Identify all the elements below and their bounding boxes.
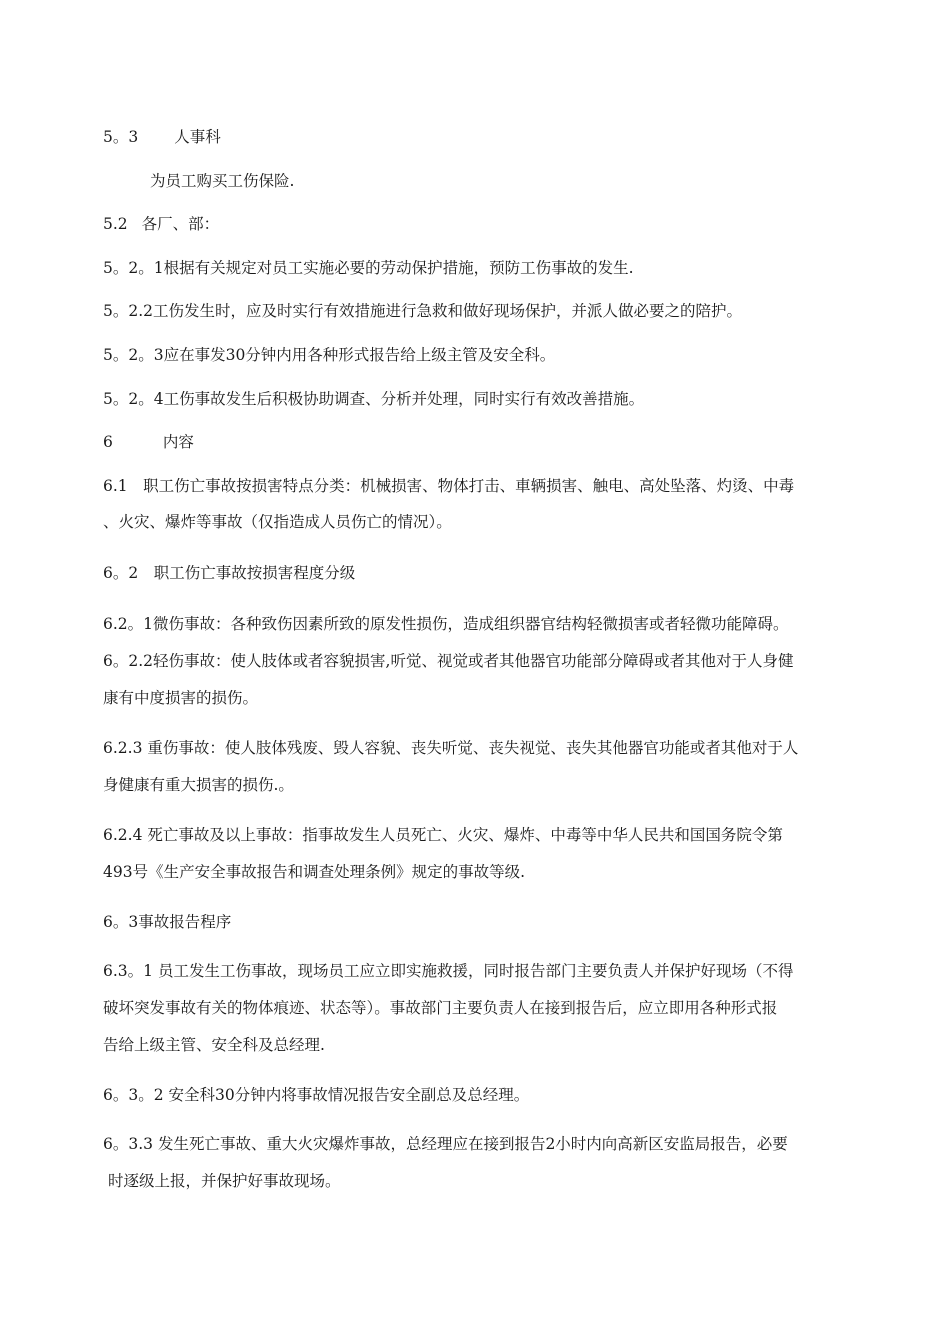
paragraph: 6.2.3 重伤事故：使人肢体残废、毁人容貌、丧失听觉、丧失视觉、丧失其他器官功能或者其他对于人 xyxy=(103,739,799,757)
paragraph: 5。2。4工伤事故发生后积极协助调查、分析并处理，同时实行有效改善措施。 xyxy=(103,390,645,408)
section-5-3-heading xyxy=(103,126,863,148)
paragraph: 6.3。1 员工发生工伤事故，现场员工应立即实施救援，同时报告部门主要负责人并保护好现场（不得 xyxy=(103,962,794,980)
paragraph: 6.1 职工伤亡事故按损害特点分类：机械损害、物体打击、車辆损害、触电、高处坠落、灼烫、中毒 xyxy=(103,477,795,495)
paragraph: 6。3.3 发生死亡事故、重大火灾爆炸事故，总经理应在接到报告2小时内向高新区安监局报告，必要 xyxy=(103,1135,788,1153)
paragraph-continued: 493号《生产安全事故报告和调查处理条例》规定的事故等级. xyxy=(103,863,526,881)
paragraph: 6。2.2轻伤事故：使人肢体或者容貌损害,听觉、视觉或者其他器官功能部分障碍或者其他对于人身健 xyxy=(103,652,794,670)
section-number: 5。3 xyxy=(103,128,139,146)
paragraph-continued: 、火灾、爆炸等事故（仅指造成人员伤亡的情况）。 xyxy=(103,513,452,531)
paragraph-continued: 破坏突发事故有关的物体痕迹、状态等）。事故部门主要负责人在接到报告后，应立即用各种形式报 xyxy=(103,999,778,1017)
section-title: 人事科 xyxy=(174,128,221,146)
paragraph: 5。2。3应在事发30分钟内用各种形式报告给上级主管及安全科。 xyxy=(103,346,556,364)
section-number: 5.2 xyxy=(103,215,128,233)
section-6-heading xyxy=(103,431,863,453)
section-5-2-heading xyxy=(103,213,863,235)
paragraph-continued: 告给上级主管、安全科及总经理. xyxy=(103,1036,325,1054)
section-title: 内容 xyxy=(162,433,194,451)
paragraph-continued: 时逐级上报，并保护好事故现场。 xyxy=(108,1172,341,1190)
section-6-3-heading: 6。3事故报告程序 xyxy=(103,913,232,931)
paragraph: 5。2.2工伤发生时，应及时实行有效措施进行急救和做好现场保护，并派人做必要之的陪护。 xyxy=(103,302,743,320)
paragraph-continued: 身健康有重大损害的损伤.。 xyxy=(103,776,294,794)
paragraph: 6.2。1微伤事故：各种致伤因素所致的原发性损伤，造成组织器官结构轻微损害或者轻微功能障碍。 xyxy=(103,615,789,633)
section-title: 各厂、部： xyxy=(141,215,220,233)
section-number: 6 xyxy=(103,433,113,451)
paragraph: 为员工购买工伤保险. xyxy=(150,172,295,190)
paragraph: 5。2。1根据有关规定对员工实施必要的劳动保护措施，预防工伤事故的发生. xyxy=(103,259,634,277)
paragraph: 6.2.4 死亡事故及以上事故：指事故发生人员死亡、火灾、爆炸、中毒等中华人民共和国国务院令第 xyxy=(103,826,783,844)
paragraph: 6。2 职工伤亡事故按损害程度分级 xyxy=(103,564,356,582)
paragraph: 6。3。2 安全科30分钟内将事故情况报告安全副总及总经理。 xyxy=(103,1086,530,1104)
paragraph-continued: 康有中度损害的损伤。 xyxy=(103,689,259,707)
